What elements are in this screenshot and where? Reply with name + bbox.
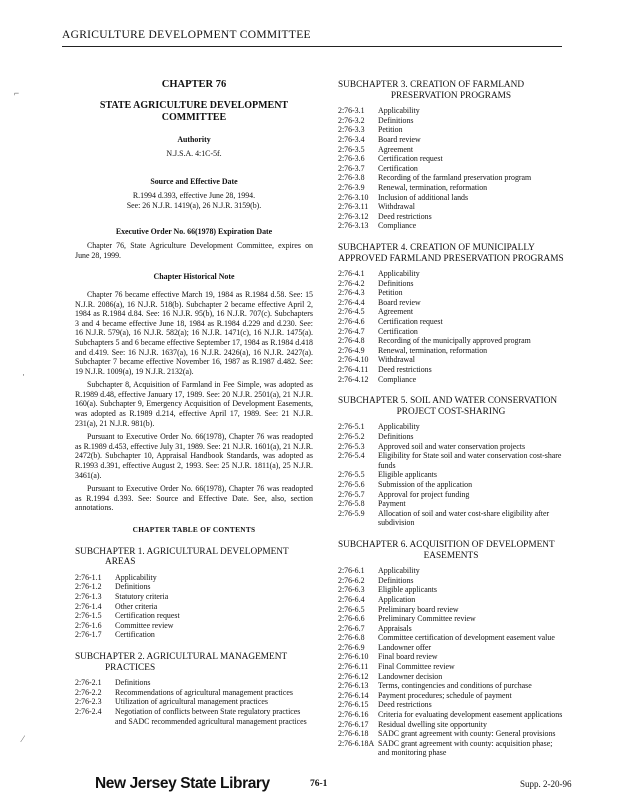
- toc-entry: [75, 697, 313, 707]
- section-list: [338, 422, 564, 528]
- section-number: 2:76-6.2: [338, 575, 365, 585]
- toc-entry: [338, 288, 564, 298]
- toc-entry: [338, 183, 564, 193]
- source-line-2: See: 26 N.J.R. 1419(a), 26 N.J.R. 3159(b).: [126, 200, 262, 210]
- section-number: 2:76-3.2: [338, 115, 365, 125]
- section-title: Definitions: [115, 582, 151, 592]
- toc-entry: [75, 573, 313, 583]
- section-number: 2:76-3.8: [338, 173, 365, 183]
- toc-entry: [338, 691, 564, 701]
- section-number: 2:76-5.4: [338, 451, 365, 461]
- subchapter-title: [338, 243, 564, 264]
- section-title: Preliminary Committee review: [378, 614, 476, 624]
- section-number: 2:76-6.8: [338, 633, 365, 643]
- section-number: 2:76-4.3: [338, 288, 365, 298]
- section-title: Applicability: [378, 106, 420, 116]
- section-number: 2:76-3.11: [338, 202, 369, 212]
- section-title: Renewal, termination, reformation: [378, 182, 488, 192]
- section-list: [75, 573, 313, 640]
- section-title: Committee certification of development easement value: [378, 633, 555, 643]
- toc-entry: [338, 269, 564, 279]
- toc-entry: [338, 375, 564, 385]
- section-number: 2:76-2.3: [75, 697, 102, 707]
- subchapter-title-line-1: SUBCHAPTER 5. SOIL AND WATER CONSERVATION: [338, 396, 558, 407]
- section-number: 2:76-4.10: [338, 355, 369, 365]
- toc-entry: [338, 298, 564, 308]
- subchapter-title-line-1: SUBCHAPTER 1. AGRICULTURAL DEVELOPMENT: [75, 546, 289, 557]
- subchapter-title-line-1: SUBCHAPTER 4. CREATION OF MUNICIPALLY: [338, 242, 535, 253]
- section-title: Recording of the municipally approved program: [378, 336, 531, 346]
- section-title: Definitions: [378, 575, 414, 585]
- section-number: 2:76-1.7: [75, 630, 102, 640]
- section-number: 2:76-5.9: [338, 508, 365, 518]
- toc-entry: [338, 576, 564, 586]
- section-title: Definitions: [115, 678, 151, 688]
- header-rule: [62, 46, 562, 47]
- toc-entry: [338, 729, 564, 739]
- source-line-1: R.1994 d.393, effective June 28, 1994.: [132, 191, 256, 201]
- toc-entry: [338, 509, 564, 528]
- toc-entry: [75, 611, 313, 621]
- toc-entry: [338, 720, 564, 730]
- section-title: Negotiation of conflicts between State regulatory practices and SADC recommended agricultural management practices: [115, 706, 307, 726]
- section-title: Applicability: [378, 269, 420, 279]
- toc-entry: [338, 355, 564, 365]
- toc-entry: [338, 739, 564, 758]
- toc-entry: [75, 678, 313, 688]
- toc-entry: [338, 106, 564, 116]
- section-number: 2:76-6.15: [338, 700, 369, 710]
- section-number: 2:76-5.8: [338, 499, 365, 509]
- chapter-title: CHAPTER 76: [161, 79, 227, 90]
- toc-entry: [338, 125, 564, 135]
- toc-entry: [338, 451, 564, 470]
- left-subchapter-list: [75, 547, 313, 727]
- section-title: Final board review: [378, 652, 438, 662]
- section-number: 2:76-1.2: [75, 582, 102, 592]
- section-number: 2:76-5.3: [338, 441, 365, 451]
- running-head: AGRICULTURE DEVELOPMENT COMMITTEE: [62, 29, 311, 41]
- toc-entry: [75, 602, 313, 612]
- section-number: 2:76-3.13: [338, 221, 369, 231]
- subchapter-title-line-2: APPROVED FARMLAND PRESERVATION PROGRAMS: [338, 253, 564, 264]
- history-heading: Chapter Historical Note: [153, 272, 235, 282]
- toc-entry: [338, 202, 564, 212]
- section-number: 2:76-1.3: [75, 591, 102, 601]
- section-title: Statutory criteria: [115, 591, 169, 601]
- section-title: Payment procedures; schedule of payment: [378, 690, 512, 700]
- section-number: 2:76-4.2: [338, 278, 365, 288]
- section-number: 2:76-4.6: [338, 317, 365, 327]
- section-number: 2:76-6.1: [338, 566, 365, 576]
- toc-entry: [338, 480, 564, 490]
- section-title: Landowner offer: [378, 642, 432, 652]
- section-title: Certification: [378, 326, 418, 336]
- supplement-date: Supp. 2-20-96: [520, 779, 572, 789]
- section-number: 2:76-6.5: [338, 604, 365, 614]
- subchapter-title: [338, 80, 564, 101]
- section-title: Renewal, termination, reformation: [378, 345, 488, 355]
- section-list: [338, 566, 564, 758]
- toc-entry: [338, 336, 564, 346]
- section-title: Compliance: [378, 221, 417, 231]
- toc-entry: [75, 688, 313, 698]
- toc-entry: [338, 624, 564, 634]
- section-title: Other criteria: [115, 601, 158, 611]
- section-number: 2:76-3.4: [338, 134, 365, 144]
- toc-entry: [338, 662, 564, 672]
- authority-heading: Authority: [177, 134, 211, 144]
- section-number: 2:76-2.1: [75, 678, 102, 688]
- section-title: Certification request: [378, 154, 443, 164]
- margin-mark: ⁄: [22, 734, 24, 744]
- section-number: 2:76-4.7: [338, 326, 365, 336]
- section-number: 2:76-6.4: [338, 594, 365, 604]
- section-title: Recommendations of agricultural management practices: [115, 687, 293, 697]
- section-title: Agreement: [378, 144, 414, 154]
- toc-entry: [75, 630, 313, 640]
- section-number: 2:76-6.13: [338, 681, 369, 691]
- toc-entry: [338, 173, 564, 183]
- section-number: 2:76-3.10: [338, 192, 369, 202]
- toc-entry: [338, 307, 564, 317]
- section-list: [75, 678, 313, 726]
- section-title: Deed restrictions: [378, 700, 432, 710]
- right-column: [338, 80, 564, 758]
- toc-entry: [338, 135, 564, 145]
- toc-entry: [338, 585, 564, 595]
- history-paragraph-1: Chapter 76 became effective March 19, 1984 as R.1984 d.58. See: 15 N.J.R. 2086(a), 16 N.J.R. 518(b). Subchapter 2 became effective April 2, 1984 as R.1984 d.84. See: 16 N.J.R. 95(b), 16 N.J.R. 707(c). Subchapters 3 and 4 became effective June 18, 1984 as R.1984 d.229 and d.230. See: 16 N.J.R. 579(a), 16 N.J.R. 582(a); 16 N.J.R. 1471(c), 16 N.J.R. 1475(a). Subchapters 5 and 6 became effective September 17, 1984 as R.1984 d.418 and d.419. See: 16 N.J.R. 1637(a), 16 N.J.R. 2426(a), 16 N.J.R. 2427(a). Subchapter 7 became effective November 16, 1987 as R.1987 d.482. See: 19 N.J.R. 1009(a), 19 N.J.R. 2132(a).: [75, 289, 313, 376]
- section-title: Utilization of agricultural management practices: [115, 697, 268, 707]
- section-title: Eligible applicants: [378, 585, 437, 595]
- section-title: Certification: [378, 163, 418, 173]
- section-number: 2:76-5.7: [338, 489, 365, 499]
- section-number: 2:76-6.9: [338, 642, 365, 652]
- toc-entry: [338, 710, 564, 720]
- agency-title: STATE AGRICULTURE DEVELOPMENT COMMITTEE: [99, 99, 289, 123]
- toc-entry: [338, 442, 564, 452]
- section-title: Withdrawal: [378, 355, 415, 365]
- left-column: [75, 80, 313, 726]
- toc-entry: [338, 346, 564, 356]
- section-number: 2:76-6.14: [338, 690, 369, 700]
- section-number: 2:76-5.1: [338, 422, 365, 432]
- section-title: Agreement: [378, 307, 414, 317]
- authority-text: N.J.S.A. 4:1C-5f.: [166, 149, 222, 159]
- subchapter-title: [338, 540, 564, 561]
- section-number: 2:76-3.6: [338, 154, 365, 164]
- section-number: 2:76-6.18: [338, 729, 369, 739]
- subchapter-title: [338, 396, 564, 417]
- section-title: Applicability: [115, 572, 157, 582]
- section-title: Certification request: [115, 611, 180, 621]
- section-title: Withdrawal: [378, 202, 415, 212]
- toc-entry: [338, 499, 564, 509]
- history-paragraph-4: Pursuant to Executive Order No. 66(1978), Chapter 76 was readopted as R.1994 d.393. See: Source and Effective Date. See, also, section annotations.: [75, 484, 313, 513]
- subchapter-title-line-2: PROJECT COST-SHARING: [396, 406, 506, 417]
- section-title: Board review: [378, 134, 421, 144]
- toc-entry: [338, 154, 564, 164]
- section-title: Preliminary board review: [378, 604, 459, 614]
- section-number: 2:76-3.5: [338, 144, 365, 154]
- section-number: 2:76-1.4: [75, 601, 102, 611]
- subchapter-title: [75, 547, 313, 568]
- toc-heading: CHAPTER TABLE OF CONTENTS: [132, 525, 256, 534]
- section-number: 2:76-2.2: [75, 687, 102, 697]
- toc-entry: [338, 193, 564, 203]
- section-number: 2:76-6.10: [338, 652, 369, 662]
- section-number: 2:76-4.8: [338, 336, 365, 346]
- toc-entry: [338, 365, 564, 375]
- toc-entry: [338, 317, 564, 327]
- section-title: Deed restrictions: [378, 365, 432, 375]
- section-title: Recording of the farmland preservation program: [378, 173, 532, 183]
- toc-entry: [338, 614, 564, 624]
- section-number: 2:76-6.7: [338, 623, 365, 633]
- toc-entry: [338, 432, 564, 442]
- section-title: Criteria for evaluating development easement applications: [378, 710, 563, 720]
- section-number: 2:76-5.2: [338, 432, 365, 441]
- section-number: 2:76-3.12: [338, 211, 369, 221]
- section-number: 2:76-5.5: [338, 470, 365, 480]
- toc-entry: [338, 327, 564, 337]
- subchapter-title-line-1: SUBCHAPTER 3. CREATION OF FARMLAND: [338, 80, 525, 90]
- section-list: [338, 269, 564, 384]
- section-title: SADC grant agreement with county: acquisition phase; and monitoring phase: [378, 738, 553, 758]
- toc-entry: [338, 470, 564, 480]
- section-number: 2:76-4.5: [338, 307, 365, 317]
- section-number: 2:76-6.16: [338, 710, 369, 720]
- section-title: Certification: [115, 630, 155, 640]
- section-number: 2:76-6.17: [338, 719, 369, 729]
- section-number: 2:76-1.1: [75, 572, 102, 582]
- section-title: Board review: [378, 297, 421, 307]
- section-number: 2:76-6.6: [338, 614, 365, 624]
- toc-entry: [338, 566, 564, 576]
- section-title: Allocation of soil and water cost-share eligibility after subdivision: [378, 508, 550, 528]
- toc-entry: [338, 595, 564, 605]
- section-title: Petition: [378, 288, 403, 298]
- section-number: 2:76-6.11: [338, 662, 369, 672]
- section-title: Terms, contingencies and conditions of purchase: [378, 681, 532, 691]
- subchapter-title-line-2: AREAS: [105, 557, 136, 568]
- section-title: Definitions: [378, 115, 414, 125]
- section-title: Inclusion of additional lands: [378, 192, 469, 202]
- section-title: Appraisals: [378, 623, 412, 633]
- toc-entry: [75, 621, 313, 631]
- subchapter-title-line-1: SUBCHAPTER 6. ACQUISITION OF DEVELOPMENT: [338, 539, 555, 550]
- section-number: 2:76-3.7: [338, 163, 365, 173]
- toc-entry: [75, 592, 313, 602]
- page-number: 76-1: [310, 779, 328, 789]
- eo-text: Chapter 76, State Agriculture Development Committee, expires on June 28, 1999.: [75, 241, 313, 260]
- section-number: 2:76-4.4: [338, 297, 365, 307]
- subchapter-title-line-1: SUBCHAPTER 2. AGRICULTURAL MANAGEMENT: [75, 651, 288, 662]
- section-list: [338, 106, 564, 231]
- section-title: Deed restrictions: [378, 211, 432, 221]
- toc-entry: [75, 582, 313, 592]
- eo-heading: Executive Order No. 66(1978) Expiration Date: [115, 226, 273, 236]
- toc-entry: [338, 633, 564, 643]
- section-title: Approval for project funding: [378, 489, 470, 499]
- section-title: Landowner decision: [378, 671, 443, 681]
- section-number: 2:76-4.9: [338, 345, 365, 355]
- toc-entry: [75, 707, 313, 726]
- section-title: Petition: [378, 125, 403, 135]
- section-title: Residual dwelling site opportunity: [378, 719, 487, 729]
- toc-entry: [338, 212, 564, 222]
- toc-entry: [338, 422, 564, 432]
- section-title: Submission of the application: [378, 479, 473, 489]
- toc-entry: [338, 490, 564, 500]
- section-title: Application: [378, 594, 416, 604]
- toc-entry: [338, 605, 564, 615]
- section-title: Payment: [378, 499, 406, 509]
- section-number: 2:76-3.1: [338, 106, 365, 116]
- toc-entry: [338, 700, 564, 710]
- section-number: 2:76-4.11: [338, 365, 369, 375]
- source-heading: Source and Effective Date: [150, 176, 238, 186]
- section-title: Definitions: [378, 278, 414, 288]
- section-number: 2:76-2.4: [75, 706, 102, 716]
- section-title: Compliance: [378, 374, 417, 384]
- section-title: Committee review: [115, 620, 174, 630]
- toc-entry: [338, 643, 564, 653]
- subchapter-title-line-2: EASEMENTS: [423, 550, 479, 561]
- margin-mark: ⌐: [14, 88, 20, 98]
- subchapter-title-line-2: PRESERVATION PROGRAMS: [390, 90, 512, 101]
- section-title: Applicability: [378, 566, 420, 576]
- margin-mark: ·: [22, 370, 25, 380]
- section-title: Definitions: [378, 432, 414, 441]
- toc-entry: [338, 652, 564, 662]
- subchapter-title: [75, 652, 313, 673]
- section-number: 2:76-6.18A: [338, 738, 375, 748]
- section-title: Eligibility for State soil and water conservation cost-share funds: [378, 451, 562, 470]
- toc-entry: [338, 221, 564, 231]
- section-number: 2:76-3.9: [338, 182, 365, 192]
- toc-entry: [338, 279, 564, 289]
- section-title: Applicability: [378, 422, 420, 432]
- history-paragraph-2: Subchapter 8, Acquisition of Farmland in Fee Simple, was adopted as R.1989 d.48, effective January 17, 1989. See: 20 N.J.R. 2501(a), 21 N.J.R. 160(a). Subchapter 9, Emergency Acquisition of Development Easements, was adopted as R.1989 d.214, effective April 17, 1989. See: 21 N.J.R. 231(a), 21 N.J.R. 981(b).: [75, 380, 313, 428]
- section-title: Approved soil and water conservation projects: [378, 441, 526, 451]
- toc-entry: [338, 672, 564, 682]
- history-paragraph-3: Pursuant to Executive Order No. 66(1978), Chapter 76 was readopted as R.1989 d.453, effective July 31, 1989. See: 21 N.J.R. 1601(a), 21 N.J.R. 2472(b). Subchapter 10, Appraisal Handbook Standards, was adopted as R.1993 d.391, effective August 2, 1993. See: 25 N.J.R. 1811(a), 25 N.J.R. 3461(a).: [75, 432, 313, 480]
- subchapter-title-line-2: PRACTICES: [105, 662, 156, 673]
- section-number: 2:76-6.12: [338, 671, 369, 681]
- section-number: 2:76-5.6: [338, 479, 365, 489]
- section-title: Certification request: [378, 317, 443, 327]
- toc-entry: [338, 681, 564, 691]
- section-title: Final Committee review: [378, 662, 455, 672]
- section-title: SADC grant agreement with county: General provisions: [378, 729, 556, 739]
- section-title: Eligible applicants: [378, 470, 437, 480]
- section-number: 2:76-4.1: [338, 269, 365, 279]
- toc-entry: [338, 116, 564, 126]
- section-number: 2:76-1.6: [75, 620, 102, 630]
- toc-entry: [338, 145, 564, 155]
- section-number: 2:76-6.3: [338, 585, 365, 595]
- toc-entry: [338, 164, 564, 174]
- library-logo: New Jersey State Library: [95, 775, 270, 792]
- section-number: 2:76-3.3: [338, 125, 365, 135]
- section-number: 2:76-1.5: [75, 611, 102, 621]
- section-number: 2:76-4.12: [338, 374, 369, 384]
